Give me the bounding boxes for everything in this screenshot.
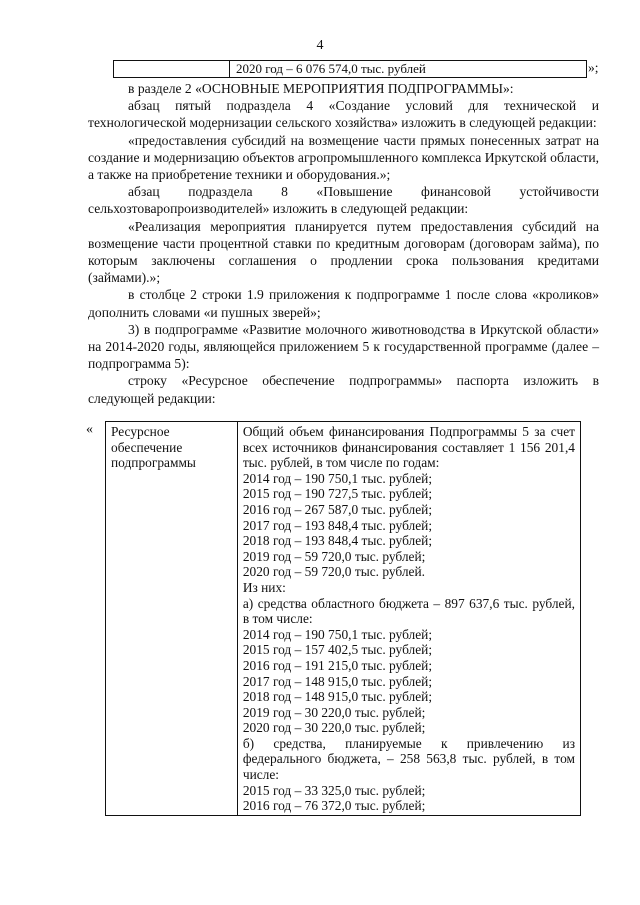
passport-total-year: 2019 год – 59 720,0 тыс. рублей; bbox=[242, 548, 426, 564]
paragraph-subprogram-5: 3) в подпрограмме «Развитие молочного животноводства в Иркутской области» на 2014-2020 годы, являющейся приложением 5 к государственной программе (далее – подпрограмма 5): bbox=[88, 321, 599, 372]
passport-regional-text: а) средства областного бюджета – 897 637,6 тыс. рублей, в том числе: bbox=[242, 595, 575, 627]
paragraph-subsection-4: абзац пятый подраздела 4 «Создание условий для технической и технологической модернизации сельского хозяйства» изложить в следующей редакции: bbox=[88, 98, 599, 131]
paragraph-passport-line: строку «Ресурсное обеспечение подпрограммы» паспорта изложить в следующей редакции: bbox=[88, 373, 599, 406]
passport-total-text: Общий объем финансирования Подпрограммы 5 за счет всех источников финансирования составляет 1 156 201,4 тыс. рублей, в том числе по годам: bbox=[242, 424, 575, 471]
passport-total-year: 2020 год – 59 720,0 тыс. рублей. bbox=[242, 564, 425, 580]
passport-regional-year: 2014 год – 190 750,1 тыс. рублей; bbox=[242, 626, 433, 642]
passport-total-year: 2016 год – 267 587,0 тыс. рублей; bbox=[242, 501, 433, 517]
passport-regional-year: 2018 год – 148 915,0 тыс. рублей; bbox=[242, 689, 433, 705]
paragraph-implementation-quote: «Реализация мероприятия планируется путем предоставления субсидий на возмещение части процентной ставки по кредитным договорам (договорам займа), по которым заключены соглашения о продлении срока пользования кредитами (займами).»; bbox=[88, 218, 599, 286]
passport-of-them: Из них: bbox=[242, 579, 286, 595]
passport-total-year: 2018 год – 193 848,4 тыс. рублей; bbox=[242, 533, 433, 549]
paragraph-column-2: в столбце 2 строки 1.9 приложения к подпрограмме 1 после слова «кроликов» дополнить словами «и пушных зверей»; bbox=[88, 287, 599, 320]
page-number: 4 bbox=[316, 38, 324, 53]
passport-federal-year: 2016 год – 76 372,0 тыс. рублей; bbox=[242, 798, 426, 814]
passport-table bbox=[105, 421, 581, 816]
passport-regional-year: 2016 год – 191 215,0 тыс. рублей; bbox=[242, 657, 433, 673]
previous-table-closing-quote: »; bbox=[588, 60, 599, 75]
passport-regional-year: 2020 год – 30 220,0 тыс. рублей; bbox=[242, 720, 426, 736]
passport-open-quote: « bbox=[86, 422, 93, 437]
paragraph-subsection-8: абзац подраздела 8 «Повышение финансовой устойчивости сельхозтоваропроизводителей» изложить в следующей редакции: bbox=[88, 184, 599, 217]
passport-left-label: Ресурсное обеспечение подпрограммы bbox=[111, 424, 196, 471]
previous-table-row bbox=[113, 60, 587, 78]
passport-right-cell bbox=[237, 422, 580, 816]
passport-total-year: 2014 год – 190 750,1 тыс. рублей; bbox=[242, 470, 433, 486]
previous-table-left-cell bbox=[114, 61, 230, 77]
paragraph-section-2: в разделе 2 «ОСНОВНЫЕ МЕРОПРИЯТИЯ ПОДПРОГРАММЫ»: bbox=[128, 81, 514, 96]
passport-regional-year: 2017 год – 148 915,0 тыс. рублей; bbox=[242, 673, 433, 689]
passport-total-year: 2015 год – 190 727,5 тыс. рублей; bbox=[242, 486, 433, 502]
passport-regional-year: 2015 год – 157 402,5 тыс. рублей; bbox=[242, 642, 433, 658]
passport-federal-year: 2015 год – 33 325,0 тыс. рублей; bbox=[242, 782, 426, 798]
paragraph-subsidies-quote: «предоставления субсидий на возмещение части прямых понесенных затрат на создание и модернизацию объектов агропромышленного комплекса Иркутской области, а также на приобретение техники и оборудования.»; bbox=[88, 132, 599, 183]
previous-table-right-cell: 2020 год – 6 076 574,0 тыс. рублей bbox=[236, 61, 426, 76]
body-text bbox=[88, 80, 599, 407]
passport-total-year: 2017 год – 193 848,4 тыс. рублей; bbox=[242, 517, 433, 533]
passport-regional-year: 2019 год – 30 220,0 тыс. рублей; bbox=[242, 704, 426, 720]
passport-federal-text: б) средства, планируемые к привлечению из федерального бюджета, – 258 563,8 тыс. рублей, в том числе: bbox=[242, 735, 575, 783]
passport-left-cell bbox=[106, 422, 238, 816]
passport-row-resources bbox=[106, 422, 581, 816]
